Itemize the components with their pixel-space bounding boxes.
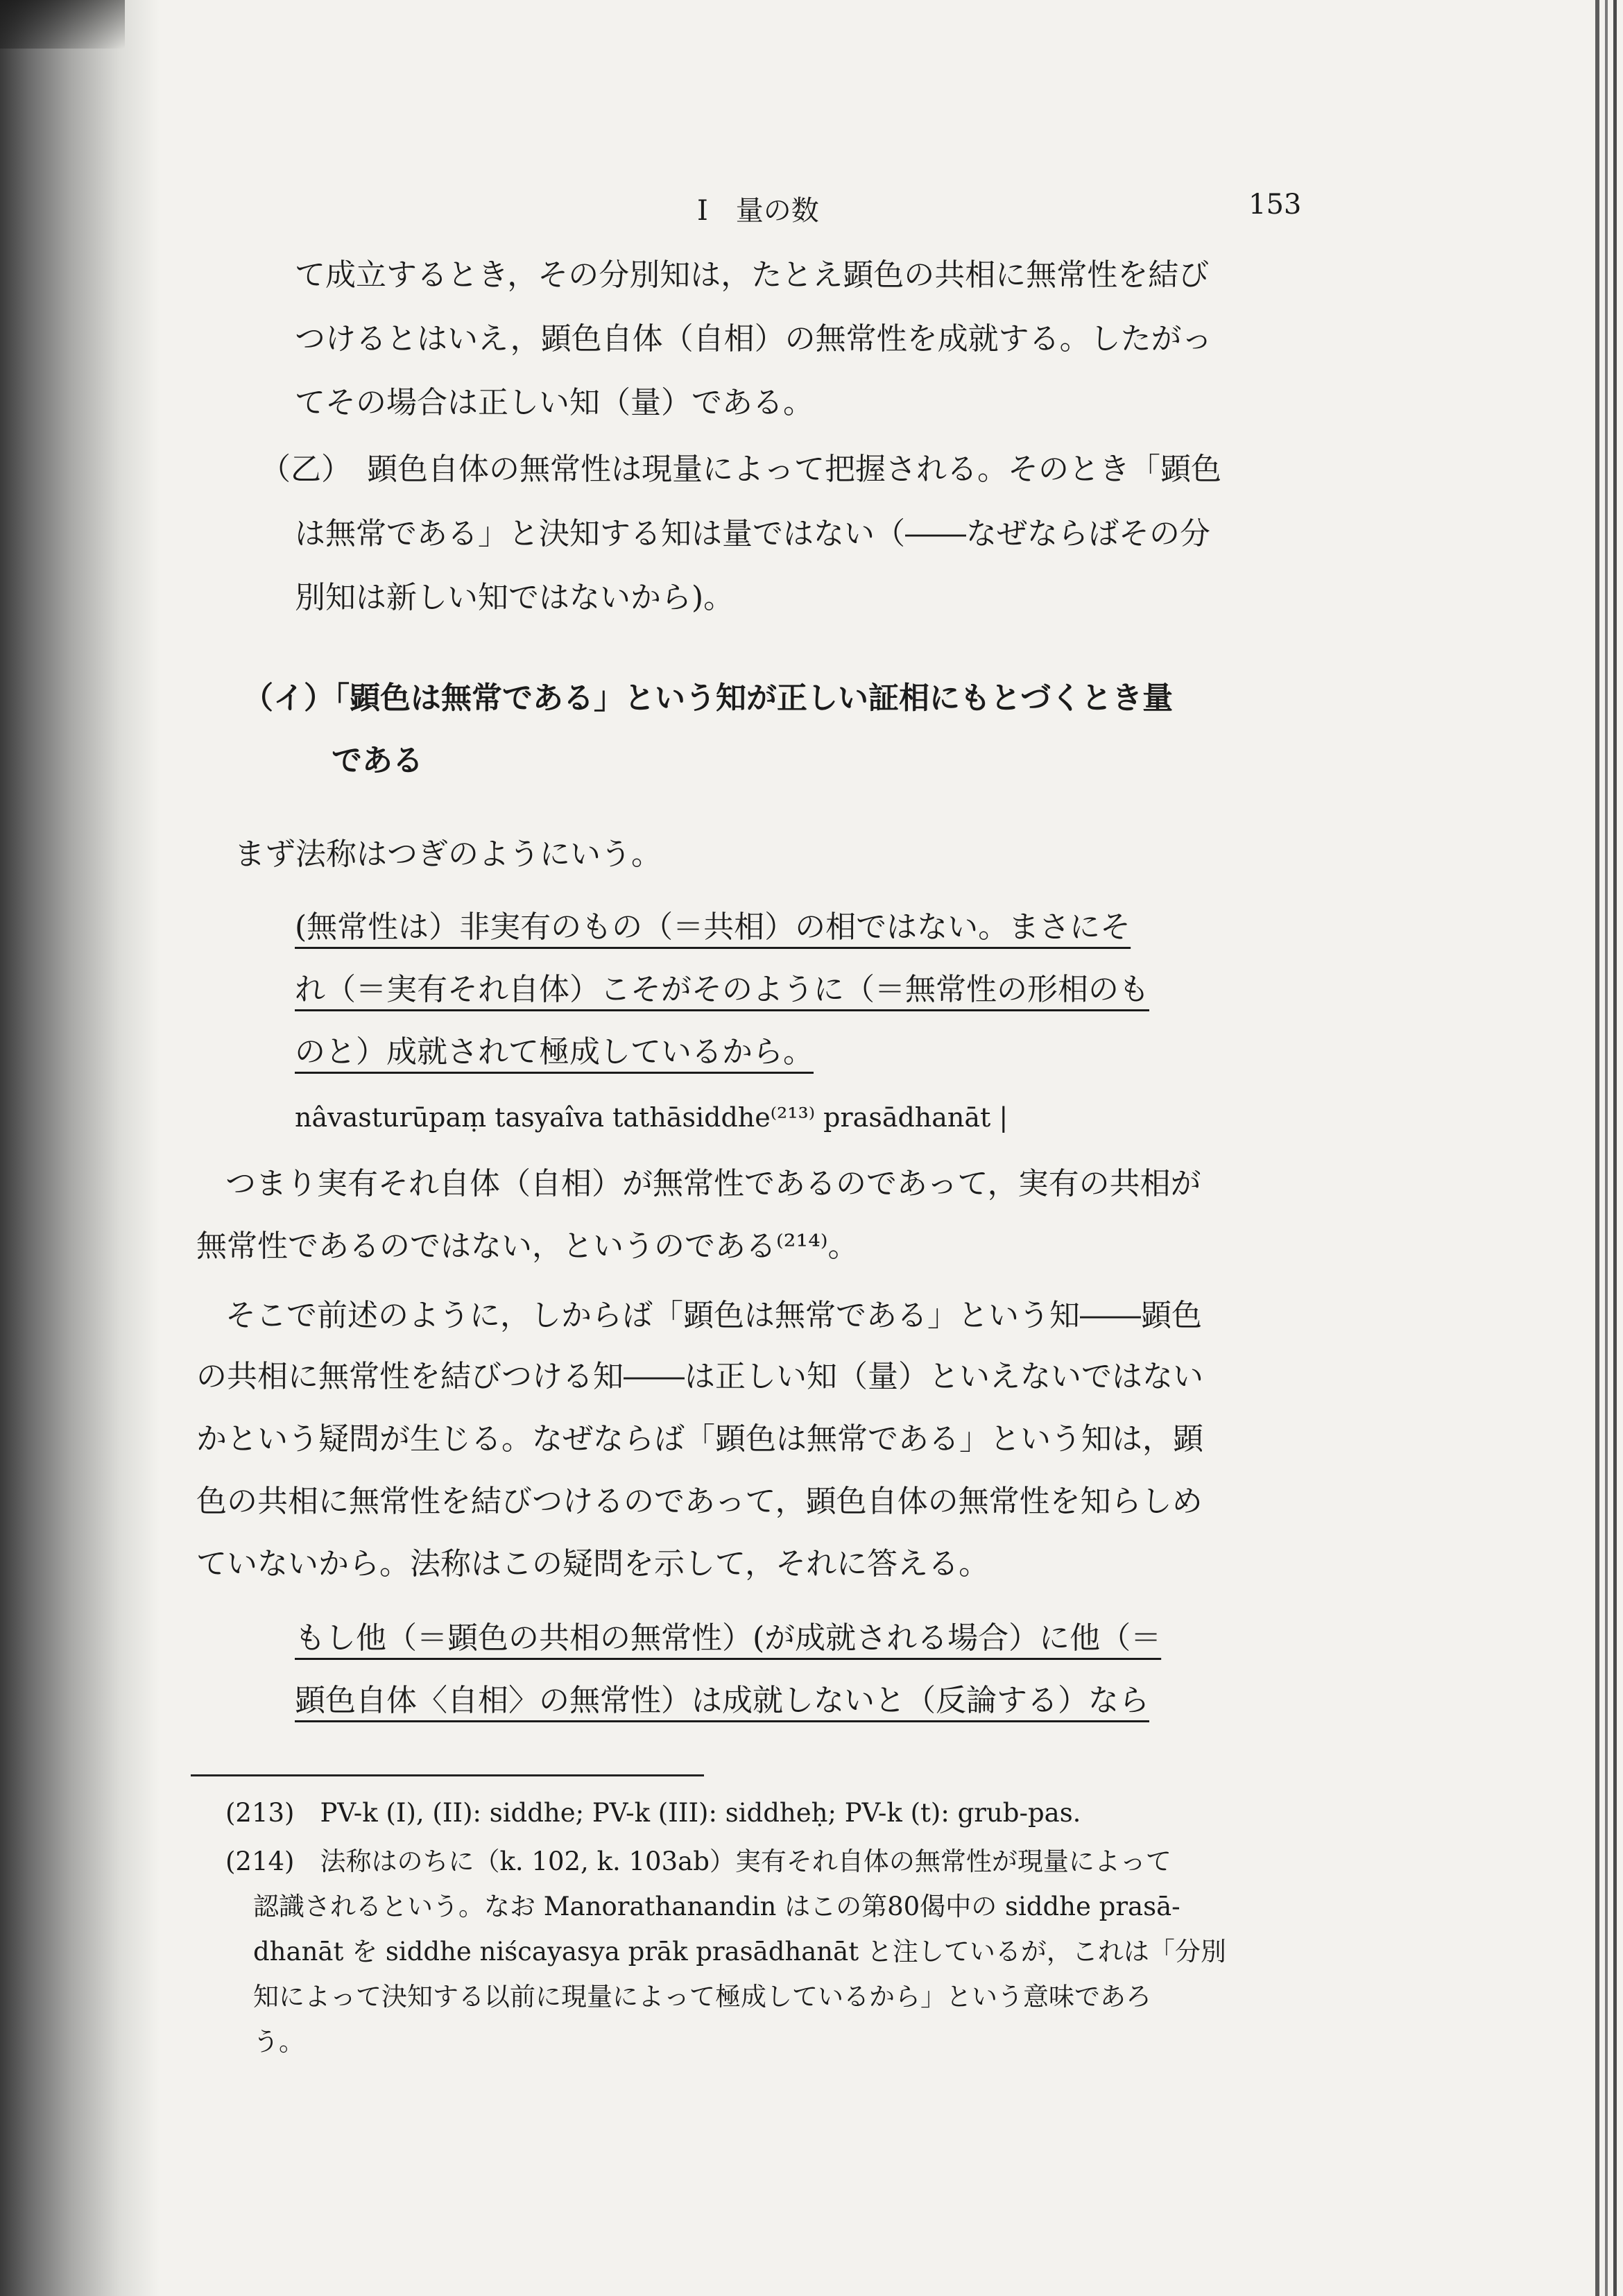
body-line: 別知は新しい知ではないから)。 bbox=[295, 580, 735, 615]
corner-shadow bbox=[0, 0, 125, 49]
quote-line: (無常性は）非実有のもの（＝共相）の相ではない。まさにそ bbox=[295, 909, 1131, 945]
quote-line: 顕色自体〈自相〉の無常性）は成就しないと（反論する）なら bbox=[295, 1683, 1149, 1718]
quote-line: のと）成就されて極成しているから。 bbox=[295, 1034, 814, 1070]
footnote: 知によって決知する以前に現量によって極成しているから」という意味であろ bbox=[253, 1982, 1151, 2012]
running-head: I 量の数 bbox=[697, 195, 819, 227]
body-line: の共相に無常性を結びつける知――は正しい知（量）といえないではない bbox=[196, 1359, 1203, 1394]
body-line: て成立するとき，その分別知は，たとえ顕色の共相に無常性を結び bbox=[295, 257, 1210, 293]
spine-shadow bbox=[0, 0, 160, 2296]
quote-line: もし他（＝顕色の共相の無常性）(が成就される場合）に他（＝ bbox=[295, 1620, 1162, 1656]
sanskrit-line: nâvasturūpaṃ tasyaîva tathāsiddhe⁽²¹³⁾ prasādhanāt | bbox=[295, 1102, 1008, 1133]
body-line: そこで前述のように，しからば「顕色は無常である」という知――顕色 bbox=[225, 1298, 1202, 1333]
page-edge-line bbox=[1605, 0, 1608, 2296]
body-line: 無常性であるのではない，というのである⁽²¹⁴⁾。 bbox=[196, 1228, 859, 1264]
page-number: 153 bbox=[1248, 189, 1302, 221]
body-line: 色の共相に無常性を結びつけるのであって，顕色自体の無常性を知らしめ bbox=[196, 1484, 1203, 1519]
intro-line: まず法称はつぎのようにいう。 bbox=[234, 837, 662, 872]
body-line: （乙） 顕色自体の無常性は現量によって把握される。そのとき「顕色 bbox=[260, 452, 1221, 487]
page-edge-line bbox=[1613, 0, 1617, 2296]
body-line: つまり実有それ自体（自相）が無常性であるのであって，実有の共相が bbox=[225, 1166, 1201, 1201]
footnote: う。 bbox=[253, 2027, 304, 2057]
quote-line: れ（＝実有それ自体）こそがそのように（＝無常性の形相のも bbox=[295, 972, 1149, 1007]
footnote: (213) PV-k (I), (II): siddhe; PV-k (III): siddheḥ; PV-k (t): grub-pas. bbox=[225, 1798, 1081, 1828]
footnote-rule bbox=[191, 1774, 704, 1776]
body-line: てその場合は正しい知（量）である。 bbox=[295, 385, 814, 420]
footnote: dhanāt を siddhe niścayasya prāk prasādhanāt と注しているが，これは「分別 bbox=[253, 1937, 1226, 1967]
footnote: (214) 法称はのちに（k. 102, k. 103ab）実有それ自体の無常性が現量によって bbox=[225, 1847, 1171, 1876]
section-heading: である bbox=[332, 743, 423, 778]
body-line: は無常である」と決知する知は量ではない（――なぜならばその分 bbox=[295, 516, 1210, 551]
section-heading: （イ）「顕色は無常である」という知が正しい証相にもとづくとき量 bbox=[243, 680, 1174, 716]
body-line: ていないから。法称はこの疑問を示して，それに答える。 bbox=[196, 1546, 990, 1582]
body-line: かという疑問が生じる。なぜならば「顕色は無常である」という知は，顕 bbox=[196, 1421, 1203, 1457]
footnote: 認識されるという。なお Manorathanandin はこの第80偈中の siddhe prasā- bbox=[253, 1892, 1180, 1921]
page-edge-line bbox=[1595, 0, 1599, 2296]
body-line: つけるとはいえ，顕色自体（自相）の無常性を成就する。したがっ bbox=[295, 321, 1212, 357]
